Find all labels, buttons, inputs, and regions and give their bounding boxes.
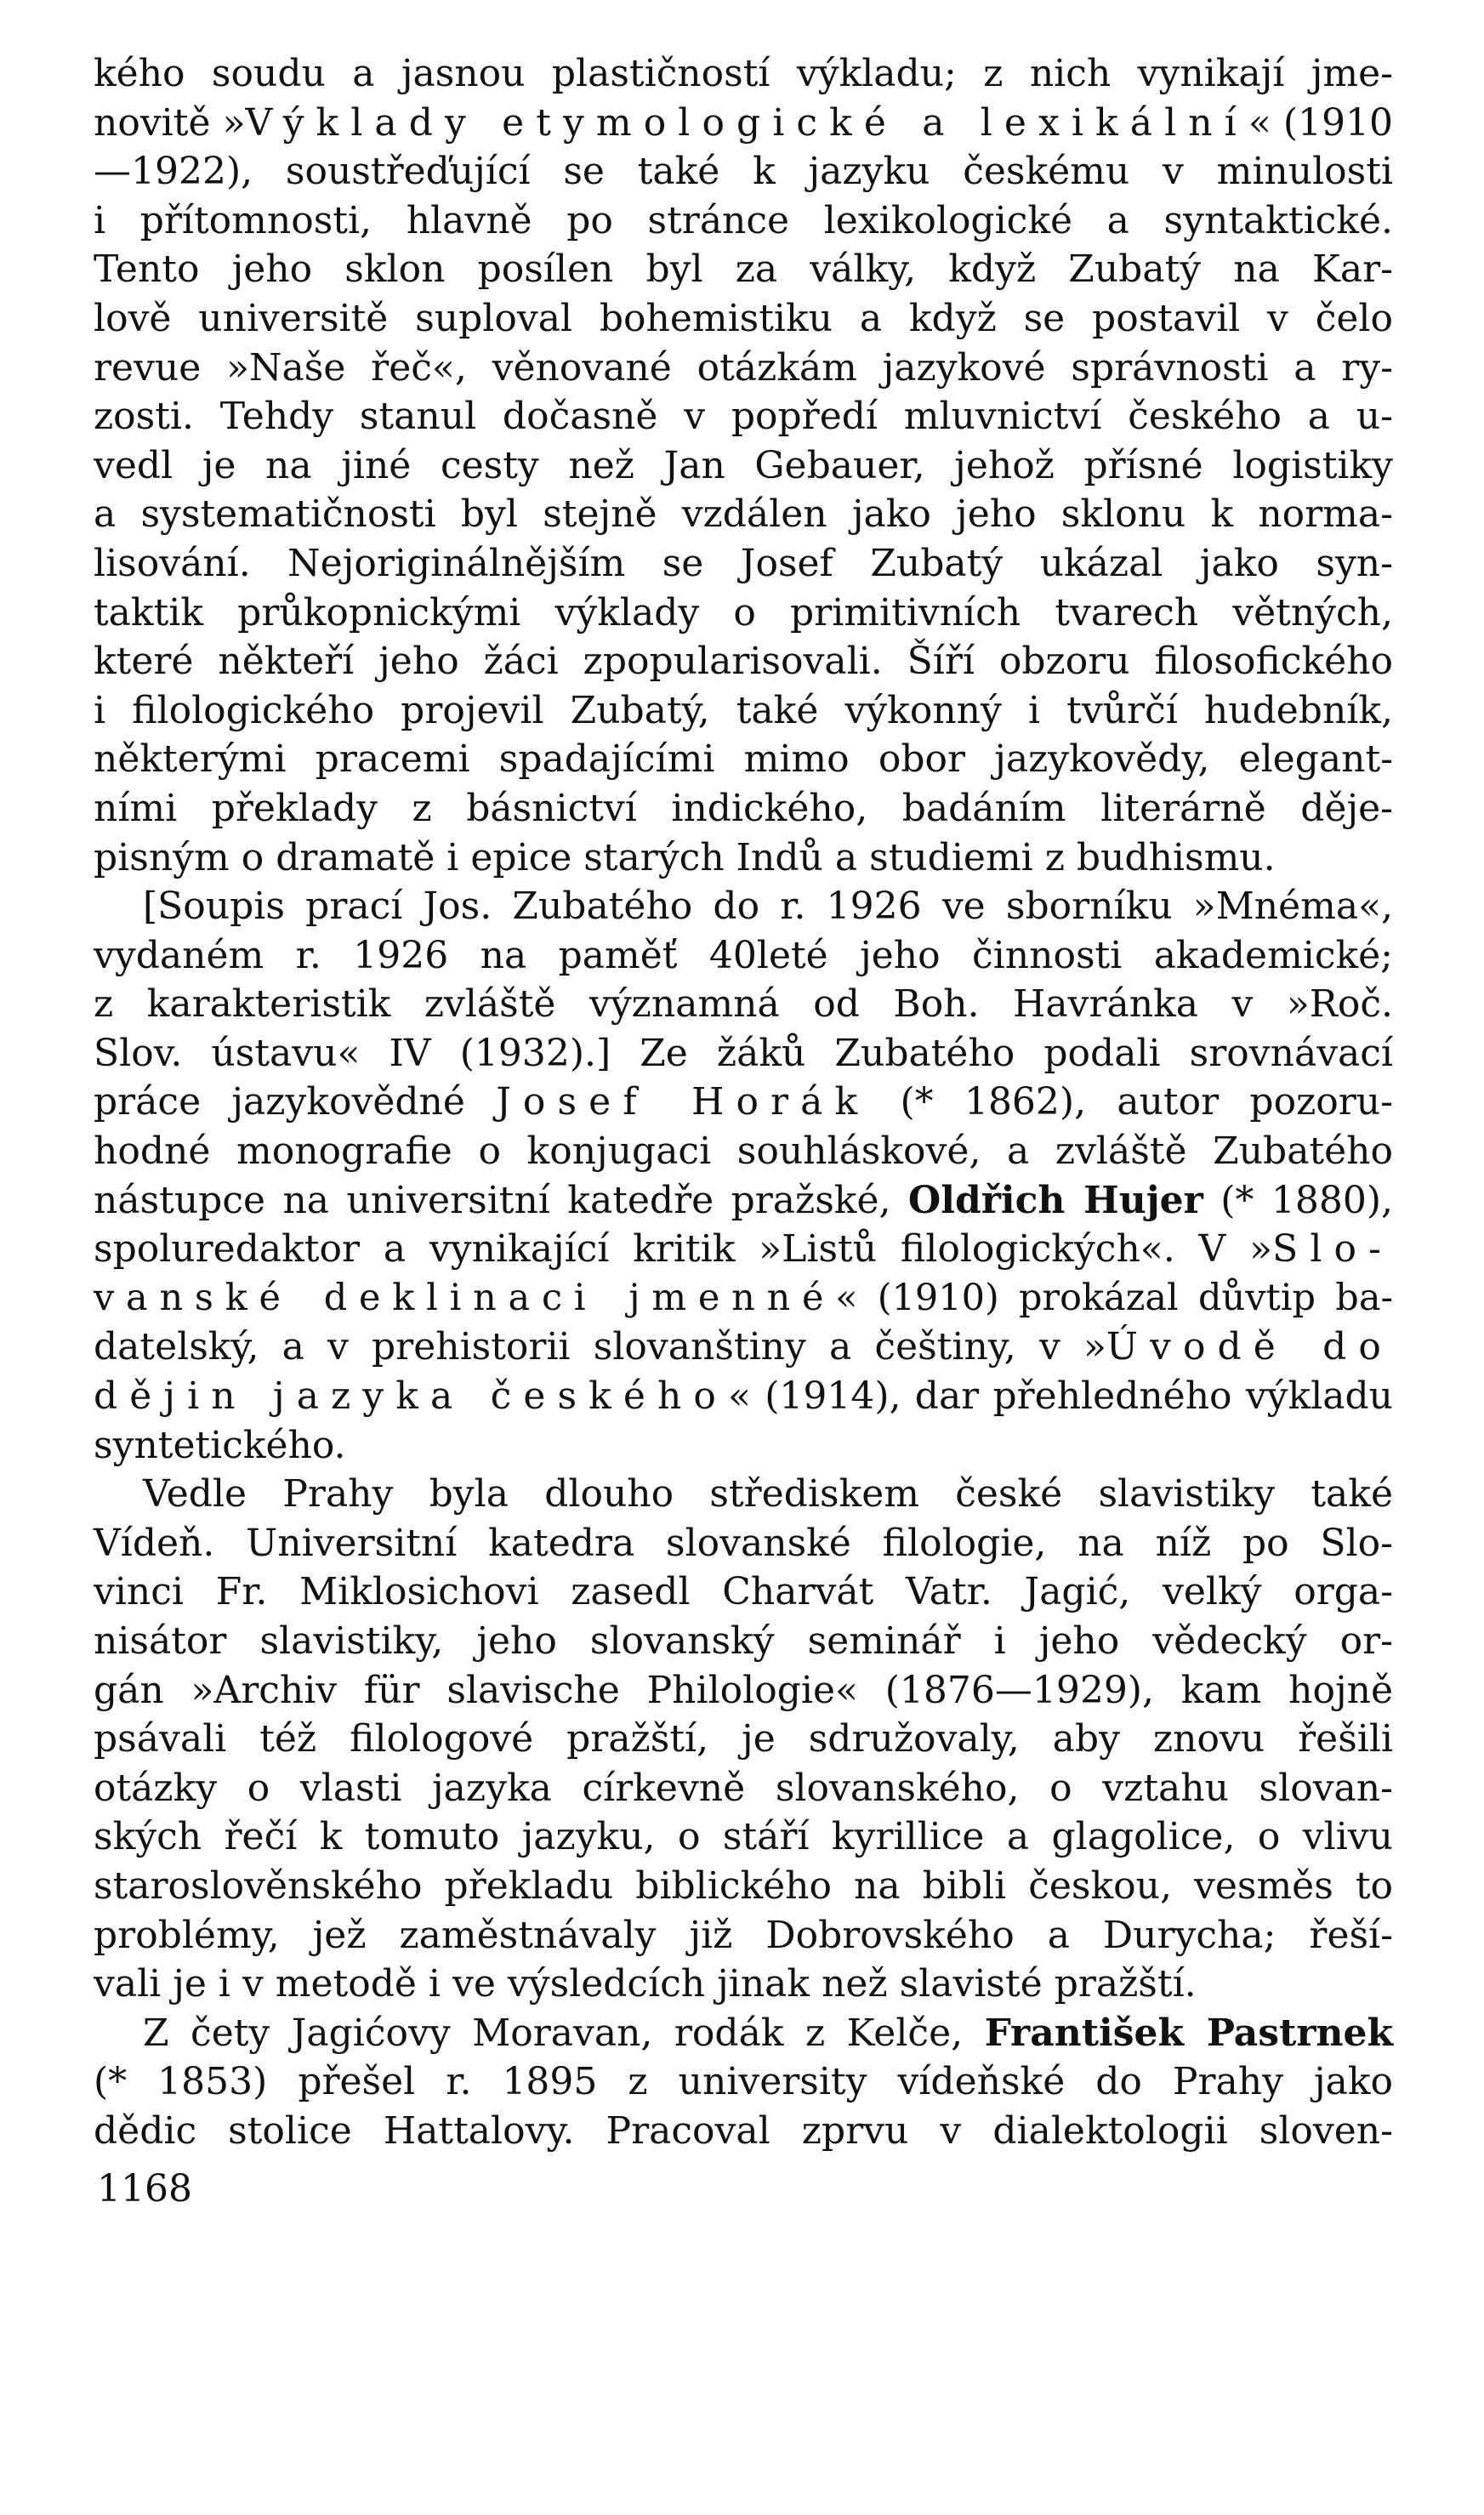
text-segment: problémy, jež zaměstnávaly již Dobrovského a Durycha; řeší- bbox=[94, 1913, 1393, 1957]
text-line bbox=[94, 1421, 1393, 1471]
text-line bbox=[94, 834, 1393, 883]
text-segment: z karakteristik zvláště významná od Boh. Havránka v »Roč. bbox=[94, 982, 1393, 1027]
text-segment: syntetického. bbox=[94, 1423, 346, 1467]
text-line bbox=[94, 1715, 1393, 1764]
text-segment: (* 1862), autor pozoru- bbox=[869, 1080, 1393, 1124]
text-line bbox=[94, 1568, 1393, 1617]
text-segment: ními překlady z básnictví indického, badáním literárně děje- bbox=[94, 786, 1393, 830]
text-segment: Slov. ústavu« IV (1932).] Ze žáků Zubatého podali srovnávací bbox=[94, 1031, 1393, 1075]
text-segment: [Soupis prací Jos. Zubatého do r. 1926 ve sborníku »Mnéma«, bbox=[143, 885, 1393, 929]
text-line bbox=[94, 539, 1393, 589]
text-segment: i přítomnosti, hlavně po stránce lexikologické a syntaktické. bbox=[94, 198, 1393, 242]
text-line bbox=[94, 1862, 1393, 1911]
text-line bbox=[94, 931, 1393, 981]
text-segment: hodné monografie o konjugaci souhláskové, a zvláště Zubatého bbox=[94, 1129, 1393, 1174]
text-line bbox=[94, 1666, 1393, 1716]
spaced-title: Slo- bbox=[1272, 1227, 1393, 1272]
text-line bbox=[94, 441, 1393, 491]
text-line bbox=[94, 882, 1393, 931]
bold-name: Oldřich Hujer bbox=[907, 1178, 1203, 1222]
text-segment: i filologického projevil Zubatý, také výkonný i tvůrčí hudebník, bbox=[94, 688, 1393, 732]
text-segment: datelský, a v prehistorii slovanštiny a češtiny, v » bbox=[94, 1325, 1106, 1369]
text-segment: staroslověnského překladu biblického na bibli českou, vesměs to bbox=[94, 1863, 1393, 1908]
text-line bbox=[94, 637, 1393, 686]
text-segment: a systematičnosti byl stejně vzdálen jako jeho sklonu k norma- bbox=[94, 492, 1393, 537]
text-line bbox=[94, 1812, 1393, 1862]
text-line bbox=[94, 1764, 1393, 1813]
text-line bbox=[94, 1127, 1393, 1176]
text-segment: revue »Naše řeč«, věnované otázkám jazykové správnosti a ry- bbox=[94, 345, 1393, 390]
text-line bbox=[94, 294, 1393, 344]
text-line bbox=[94, 1274, 1393, 1323]
text-segment: nisátor slavistiky, jeho slovanský seminář i jeho vědecký or- bbox=[94, 1619, 1393, 1663]
text-line bbox=[94, 196, 1393, 246]
text-line bbox=[94, 589, 1393, 638]
text-line bbox=[94, 1470, 1393, 1519]
text-segment: pisným o dramatě i epice starých Indů a studiemi z budhismu. bbox=[94, 835, 1276, 879]
text-line bbox=[94, 1225, 1393, 1274]
text-line bbox=[94, 2107, 1393, 2156]
text-line bbox=[94, 245, 1393, 294]
text-line bbox=[94, 1078, 1393, 1127]
text-line bbox=[94, 980, 1393, 1029]
text-line bbox=[94, 1372, 1393, 1421]
body-text bbox=[94, 49, 1393, 2156]
spaced-title: dějin jazyka českého bbox=[94, 1374, 729, 1419]
text-segment: Z čety Jagićovy Moravan, rodák z Kelče, bbox=[143, 2011, 985, 2055]
text-segment: (* 1880), bbox=[1203, 1178, 1393, 1222]
text-segment: « (1910) prokázal důvtip ba- bbox=[835, 1276, 1393, 1319]
text-segment: taktik průkopnickými výklady o primitivních tvarech větných, bbox=[94, 590, 1393, 634]
text-line bbox=[94, 1029, 1393, 1078]
text-segment: vedl je na jiné cesty než Jan Gebauer, jehož přísné logistiky bbox=[94, 443, 1393, 487]
text-segment: Vedle Prahy byla dlouho střediskem české slavistiky také bbox=[143, 1472, 1393, 1516]
text-segment: —1922), soustřeďující se také k jazyku českému v minulosti bbox=[94, 150, 1393, 194]
text-line bbox=[94, 686, 1393, 736]
text-line bbox=[94, 49, 1393, 99]
text-segment: ských řečí k tomuto jazyku, o stáří kyrillice a glagolice, o vlivu bbox=[94, 1815, 1393, 1859]
text-segment: psávali též filologové pražští, je sdružovaly, aby znovu řešili bbox=[94, 1717, 1393, 1761]
text-segment: « (1910 bbox=[1248, 100, 1393, 145]
text-segment: některými pracemi spadajícími mimo obor jazykovědy, elegant- bbox=[94, 737, 1393, 782]
text-line bbox=[94, 1323, 1393, 1372]
bold-name: František Pastrnek bbox=[984, 2011, 1393, 2055]
text-segment: vydaném r. 1926 na paměť 40leté jeho činnosti akademické; bbox=[94, 933, 1393, 977]
text-segment: kého soudu a jasnou plastičností výkladu; z nich vynikají jme- bbox=[94, 52, 1393, 95]
text-segment: vali je i v metodě i ve výsledcích jinak než slavisté pražští. bbox=[94, 1962, 1197, 2006]
text-segment: zosti. Tehdy stanul dočasně v popředí mluvnictví českého a u- bbox=[94, 395, 1393, 439]
text-segment: vinci Fr. Miklosichovi zasedl Charvát Vatr. Jagić, velký orga- bbox=[94, 1570, 1393, 1614]
text-line bbox=[94, 1617, 1393, 1666]
page-number: 1168 bbox=[97, 2167, 192, 2211]
text-segment: spoluredaktor a vynikající kritik »Listů filologických«. V » bbox=[94, 1227, 1273, 1272]
text-line bbox=[94, 490, 1393, 539]
text-segment: Vídeň. Universitní katedra slovanské filologie, na níž po Slo- bbox=[94, 1521, 1393, 1565]
spaced-title: Úvodě do bbox=[1106, 1325, 1393, 1369]
spaced-title: vanské deklinaci jmenné bbox=[94, 1276, 836, 1319]
text-line bbox=[94, 1519, 1393, 1568]
text-line bbox=[94, 344, 1393, 393]
text-line bbox=[94, 2009, 1393, 2058]
text-segment: novitě » bbox=[94, 100, 246, 145]
text-segment: Tento jeho sklon posílen byl za války, když Zubatý na Kar- bbox=[94, 248, 1393, 292]
text-segment: nástupce na universitní katedře pražské, bbox=[94, 1178, 908, 1222]
text-segment: lisování. Nejoriginálnějším se Josef Zubatý ukázal jako syn- bbox=[94, 541, 1393, 585]
text-line bbox=[94, 2057, 1393, 2107]
text-line bbox=[94, 784, 1393, 834]
text-segment: které někteří jeho žáci zpopularisovali. Šíří obzoru filosofického bbox=[94, 640, 1393, 684]
text-segment: lově universitě suploval bohemistiku a když se postavil v čelo bbox=[94, 296, 1393, 340]
text-line bbox=[94, 1176, 1393, 1226]
text-segment: dědic stolice Hattalovy. Pracoval zprvu v dialektologii sloven- bbox=[94, 2108, 1393, 2153]
text-segment: « (1914), dar přehledného výkladu bbox=[728, 1374, 1393, 1419]
text-line bbox=[94, 735, 1393, 784]
text-line bbox=[94, 99, 1393, 148]
text-segment: práce jazykovědné bbox=[94, 1080, 497, 1124]
text-segment: otázky o vlasti jazyka církevně slovanského, o vztahu slovan- bbox=[94, 1766, 1393, 1810]
text-line bbox=[94, 147, 1393, 196]
text-segment: (* 1853) přešel r. 1895 z university vídeňské do Prahy jako bbox=[94, 2060, 1393, 2104]
text-line bbox=[94, 1911, 1393, 1960]
text-line bbox=[94, 392, 1393, 441]
spaced-title: Výklady etymologické a lexikální bbox=[245, 100, 1248, 145]
spaced-title: Josef Horák bbox=[496, 1080, 870, 1124]
text-segment: gán »Archiv für slavische Philologie« (1876—1929), kam hojně bbox=[94, 1668, 1393, 1712]
text-line bbox=[94, 1960, 1393, 2009]
